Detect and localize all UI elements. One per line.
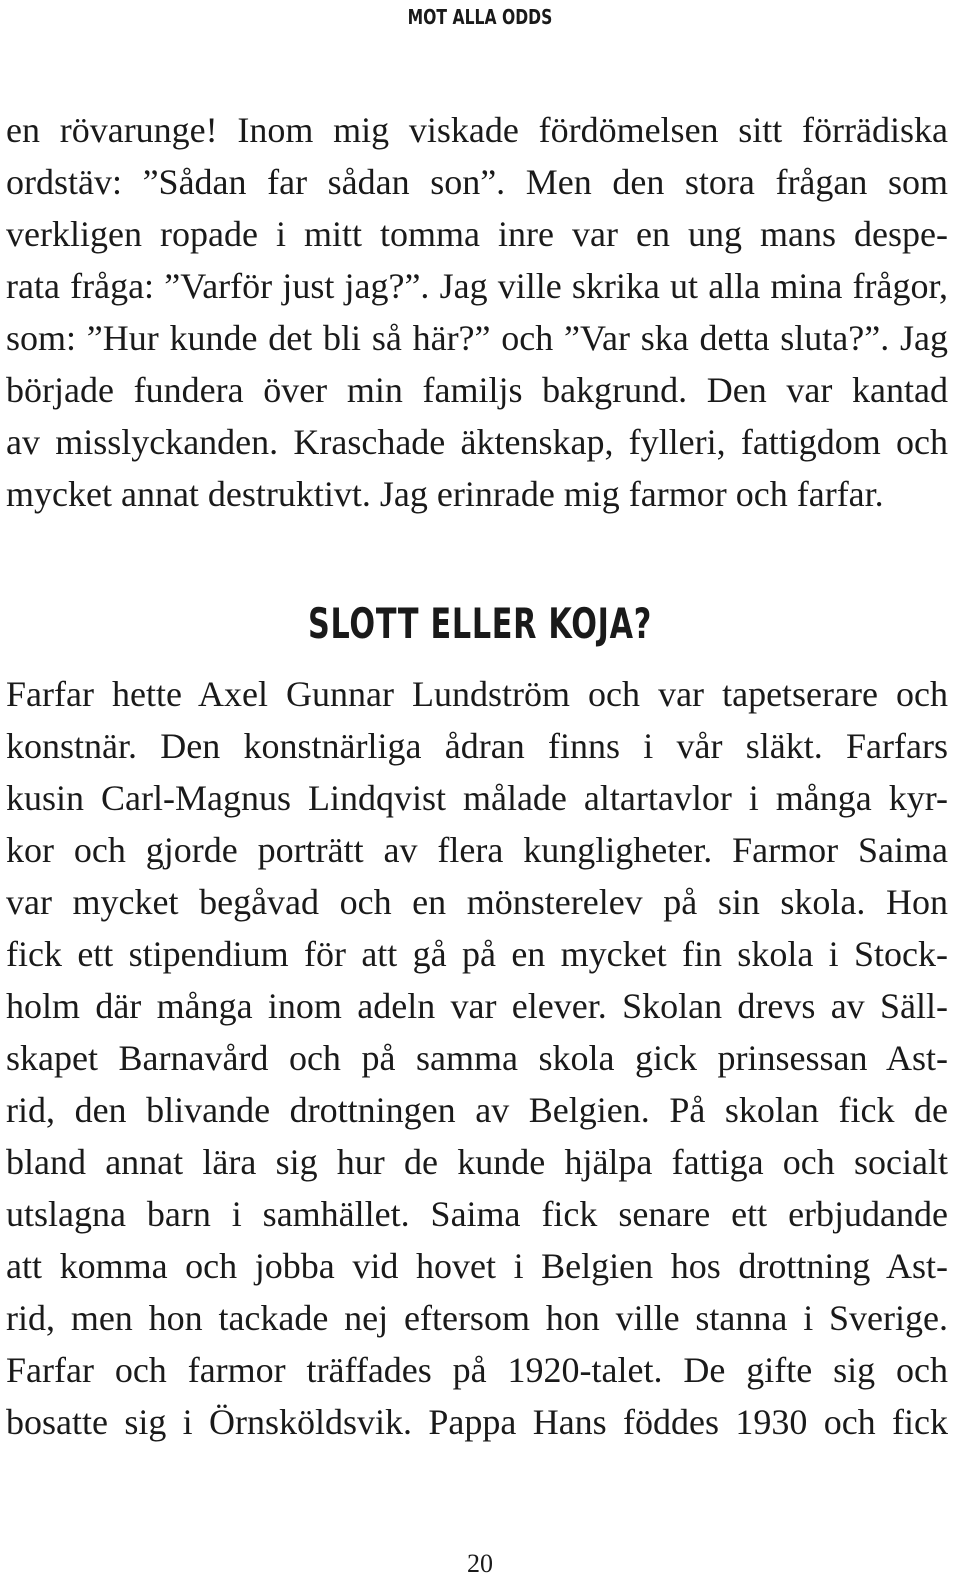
paragraph-2 bbox=[6, 668, 948, 1448]
text-line: fick ett stipendium för att gå på en mycket fin skola i Stock- bbox=[6, 934, 948, 974]
text-line: kor och gjorde porträtt av flera kungligheter. Farmor Saima bbox=[6, 830, 948, 870]
section-heading: SLOTT ELLER KOJA? bbox=[307, 599, 653, 648]
text-line: rata fråga: ”Varför just jag?”. Jag ville skrika ut alla mina frågor, bbox=[6, 266, 948, 306]
text-line: skapet Barnavård och på samma skola gick prinsessan Ast- bbox=[6, 1038, 948, 1078]
text-line: av misslyckanden. Kraschade äktenskap, fylleri, fattigdom och bbox=[6, 422, 948, 462]
text-line: utslagna barn i samhället. Saima fick senare ett erbjudande bbox=[6, 1194, 948, 1234]
text-line: började fundera över min familjs bakgrund. Den var kantad bbox=[6, 370, 948, 410]
text-line: ordstäv: ”Sådan far sådan son”. Men den stora frågan som bbox=[6, 162, 948, 202]
text-line: som: ”Hur kunde det bli så här?” och ”Var ska detta sluta?”. Jag bbox=[6, 318, 948, 358]
running-head: MOT ALLA ODDS bbox=[407, 5, 553, 29]
text-line: Farfar och farmor träffades på 1920-talet. De gifte sig och bbox=[6, 1350, 948, 1390]
text-line: rid, men hon tackade nej eftersom hon ville stanna i Sverige. bbox=[6, 1298, 948, 1338]
text-line: Farfar hette Axel Gunnar Lundström och var tapetserare och bbox=[6, 674, 948, 714]
text-line: var mycket begåvad och en mönsterelev på sin skola. Hon bbox=[6, 882, 948, 922]
page-number: 20 bbox=[467, 1549, 493, 1578]
text-line: bland annat lära sig hur de kunde hjälpa fattiga och socialt bbox=[6, 1142, 948, 1182]
text-line: verkligen ropade i mitt tomma inre var en ung mans despe- bbox=[6, 214, 948, 254]
text-line: rid, den blivande drottningen av Belgien. På skolan fick de bbox=[6, 1090, 948, 1130]
text-line: en rövarunge! Inom mig viskade fördömelsen sitt förrädiska bbox=[6, 110, 948, 150]
paragraph-1 bbox=[6, 104, 948, 520]
text-line: kusin Carl-Magnus Lindqvist målade altartavlor i många kyr- bbox=[6, 778, 948, 818]
text-line: holm där många inom adeln var elever. Skolan drevs av Säll- bbox=[6, 986, 948, 1026]
text-line: att komma och jobba vid hovet i Belgien hos drottning Ast- bbox=[6, 1246, 948, 1286]
text-line: konstnär. Den konstnärliga ådran finns i vår släkt. Farfars bbox=[6, 726, 948, 766]
text-line: bosatte sig i Örnsköldsvik. Pappa Hans föddes 1930 och fick bbox=[6, 1402, 948, 1442]
text-line: mycket annat destruktivt. Jag erinrade mig farmor och farfar. bbox=[6, 474, 884, 514]
